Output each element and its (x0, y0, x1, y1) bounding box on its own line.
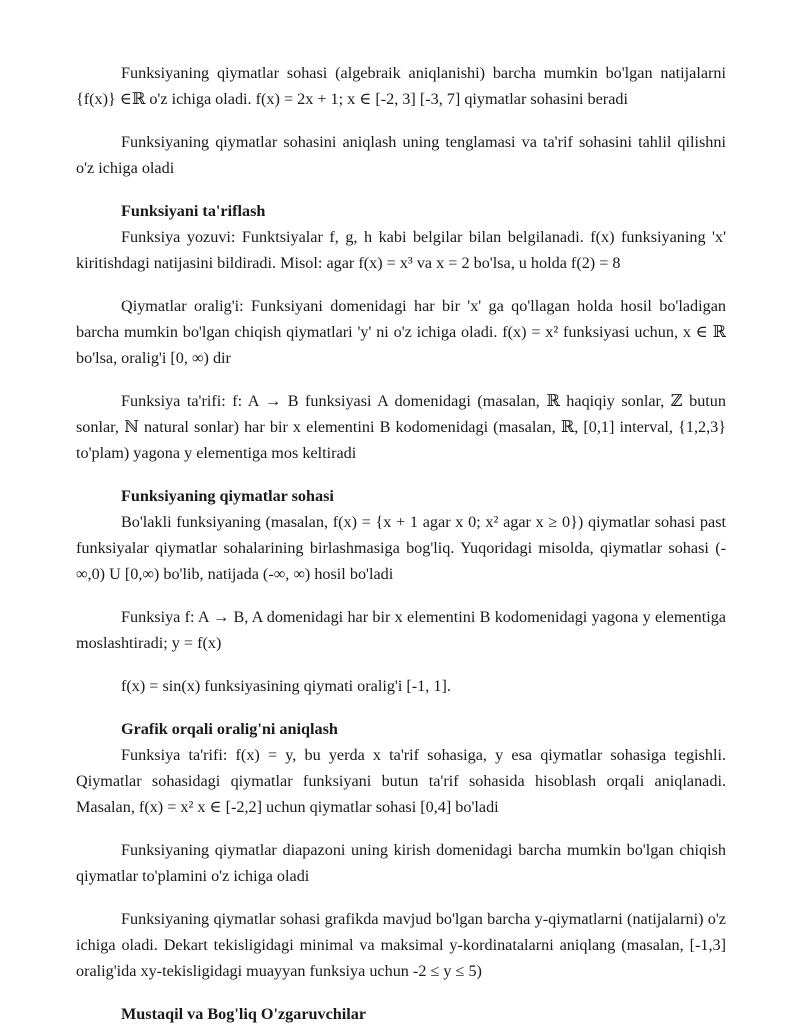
document-page (76, 60, 726, 1027)
paragraph-graph-definition: Funksiya ta'rifi: f(x) = y, bu yerda x ta'rif sohasiga, y esa qiymatlar sohasiga tegishli. Qiymatlar sohasidagi qiymatlar funksiyani butun ta'rif sohasida hisoblash orqali aniqlanadi. Masalan, f(x) = x² x ∈ [-2,2] uchun qiymatlar sohasi [0,4] bo'ladi (76, 746, 726, 816)
paragraph-range-algebraic: Funksiyaning qiymatlar sohasi (algebraik aniqlanishi) barcha mumkin bo'lgan natijalarni {f(x)} ∈ℝ o'z ichiga oladi. f(x) = 2x + 1; x ∈ [-2, 3] [-3, 7] qiymatlar sohasini beradi (76, 64, 726, 108)
paragraph-range-determination: Funksiyaning qiymatlar sohasini aniqlash uning tenglamasi va ta'rif sohasini tahlil qilishni o'z ichiga oladi (76, 133, 726, 177)
heading-function-range: Funksiyaning qiymatlar sohasi (121, 487, 334, 505)
paragraph-range-diapason: Funksiyaning qiymatlar diapazoni uning kirish domenidagi barcha mumkin bo'lgan chiqish qiymatlar to'plamini o'z ichiga oladi (76, 841, 726, 885)
paragraph-piecewise-range: Bo'lakli funksiyaning (masalan, f(x) = {x + 1 agar x 0; x² agar x ≥ 0}) qiymatlar sohasi past funksiyalar qiymatlar sohalarining birlashmasiga bog'liq. Yuqoridagi misolda, qiymatlar sohasi (-∞,0) U [0,∞) bo'lib, natijada (-∞, ∞) hosil bo'ladi (76, 513, 726, 583)
heading-graph-range: Grafik orqali oralig'ni aniqlash (121, 720, 338, 738)
paragraph-sine-range: f(x) = sin(x) funksiyasining qiymati oralig'i [-1, 1]. (121, 677, 451, 695)
paragraph-graph-y-values: Funksiyaning qiymatlar sohasi grafikda mavjud bo'lgan barcha y-qiymatlarni (natijalarni) o'z ichiga oladi. Dekart tekisligidagi minimal va maksimal y-kordinatalarni aniqlang (masalan, [-1,3] oralig'ida xy-tekisligidagi muayyan funksiya uchun -2 ≤ y ≤ 5) (76, 910, 726, 980)
paragraph-function-mapping: Funksiya ta'rifi: f: A → B funksiyasi A domenidagi (masalan, ℝ haqiqiy sonlar, ℤ butun sonlar, ℕ natural sonlar) har bir x elementini B kodomenidagi (masalan, ℝ, [0,1] interval, {1,2,3} to'plam) yagona y elementiga mos keltiradi (76, 392, 726, 462)
paragraph-function-notation: Funksiya yozuvi: Funktsiyalar f, g, h kabi belgilar bilan belgilanadi. f(x) funksiyaning 'x' kiritishdagi natijasini bildiradi. Misol: agar f(x) = x³ va x = 2 bo'lsa, u holda f(2) = 8 (76, 228, 726, 272)
paragraph-function-correspondence: Funksiya f: A → B, A domenidagi har bir x elementini B kodomenidagi yagona y elementiga moslashtiradi; y = f(x) (76, 608, 726, 652)
heading-function-definition: Funksiyani ta'riflash (121, 202, 266, 220)
heading-variables: Mustaqil va Bog'liq O'zgaruvchilar (121, 1005, 367, 1023)
paragraph-value-interval: Qiymatlar oralig'i: Funksiyani domenidagi har bir 'x' ga qo'llagan holda hosil bo'ladigan barcha mumkin bo'lgan chiqish qiymatlari 'y' ni o'z ichiga oladi. f(x) = x² funksiyasi uchun, x ∈ ℝ bo'lsa, oralig'i [0, ∞) dir (76, 297, 726, 367)
